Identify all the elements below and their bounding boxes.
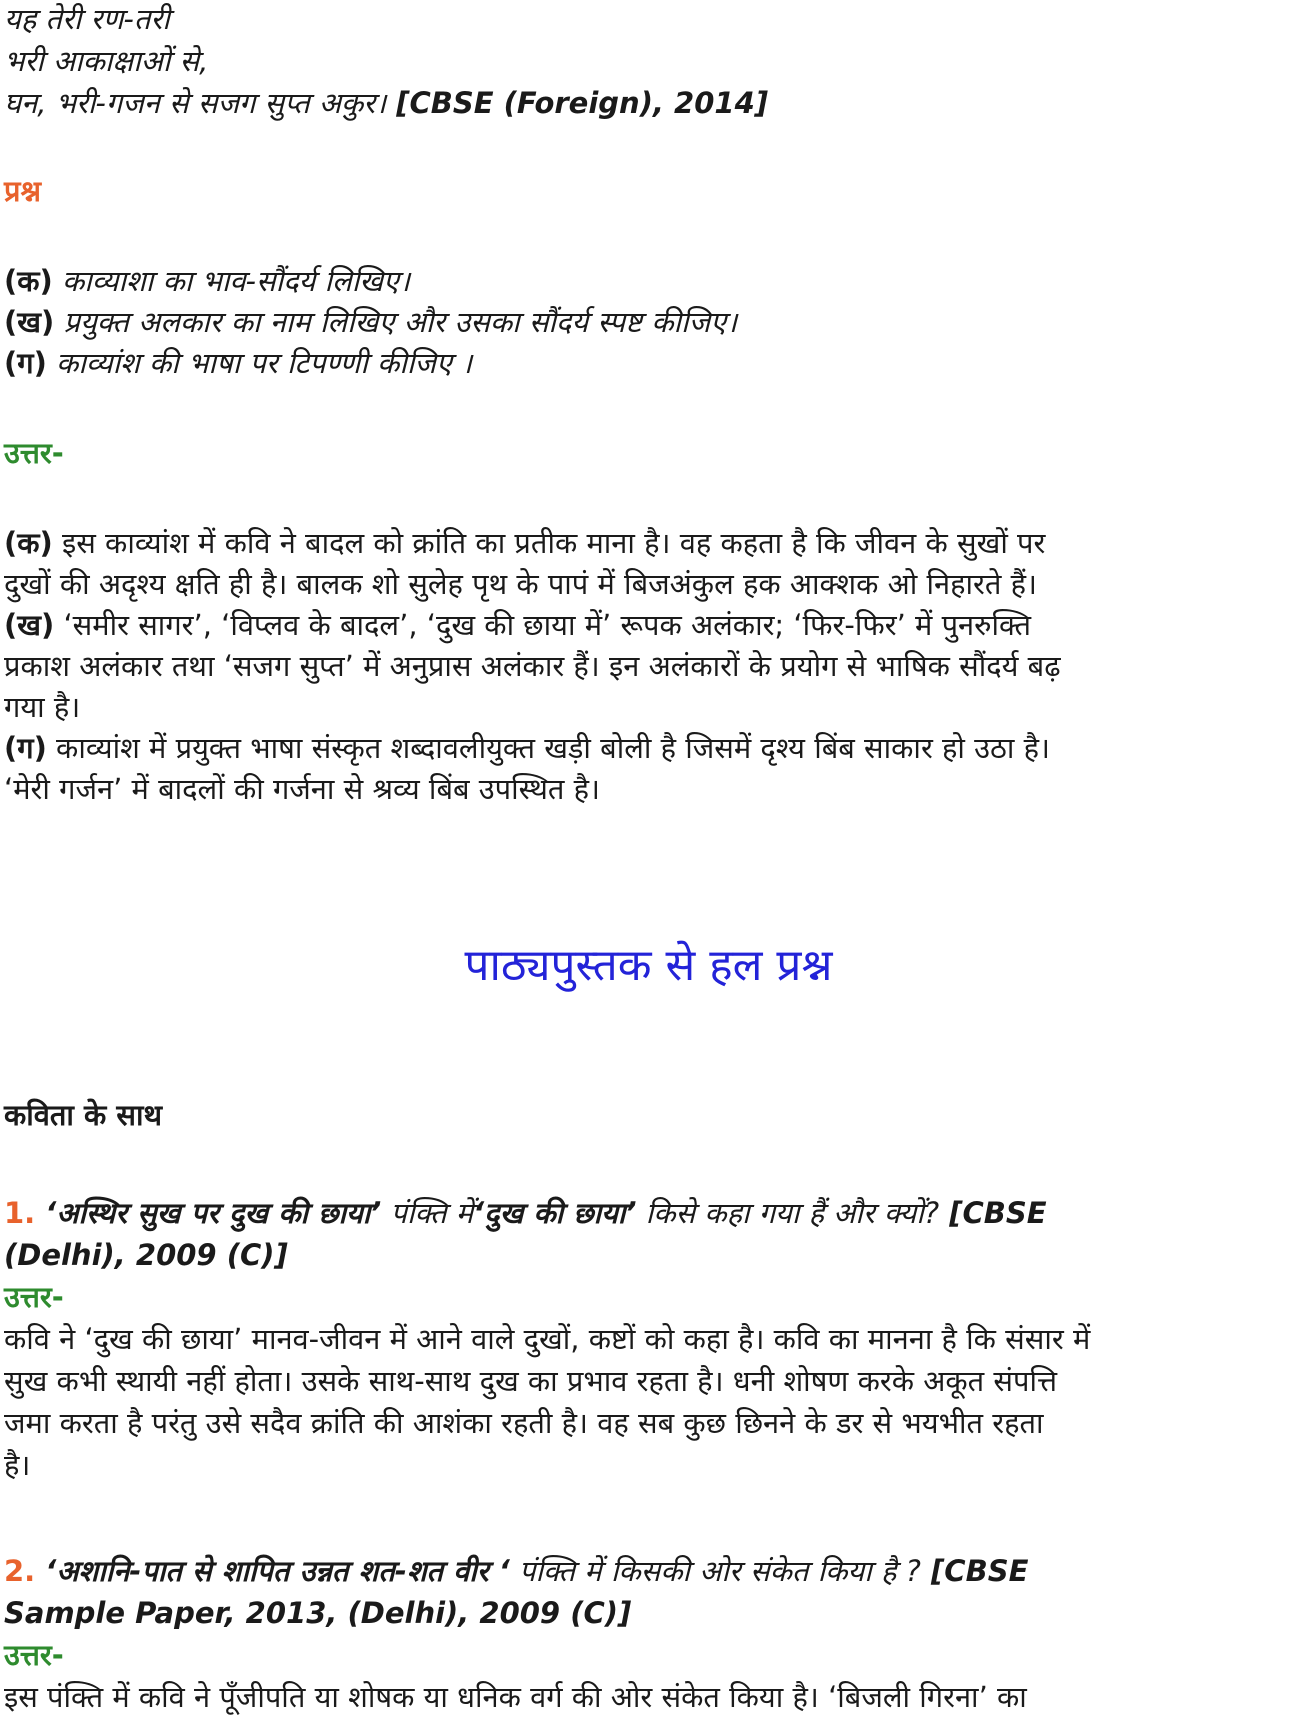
poem-line-1: यह तेरी रण-तरी [4,2,170,36]
question-text: काव्याशा का भाव-सौंदर्य लिखिए। [52,264,410,298]
q2-text: पंक्ति में किसकी ओर संकेत किया है ? [509,1554,921,1588]
subsection-title: कविता के साथ [4,1098,163,1132]
answer-kha-line-1 [4,606,1031,644]
poem-line-3-text: घन, भरी-गजन से सजग सुप्त अकुर। [4,86,387,120]
q1-answer-line: जमा करता है परंतु उसे सदैव क्रांति की आशंका रहती है। वह सब कुछ छिनने के डर से भयभीत रहता [4,1406,1044,1440]
answer-ka-line-1 [4,524,1045,562]
question-text: प्रयुक्त अलकार का नाम लिखिए और उसका सौंदर्य स्पष्ट कीजिए। [54,305,738,339]
q1-text: पंक्ति में [381,1196,474,1230]
question-label: (ख) [4,305,55,339]
poem-line-3 [4,84,768,122]
poem-reference: [CBSE (Foreign), 2014] [386,86,769,120]
answer-ga-line-2: ‘मेरी गर्जन’ में बादलों की गर्जना से श्रव्य बिंब उपस्थित है। [4,772,601,806]
answer-text: इस काव्यांश में कवि ने बादल को क्रांति का प्रतीक माना है। वह कहता है कि जीवन के सुखों पर [52,526,1046,560]
q1-answer-line: सुख कभी स्थायी नहीं होता। उसके साथ-साथ दुख का प्रभाव रहता है। धनी शोषण करके अकूत संपत्ति [4,1364,1058,1398]
q1-answer-line: है। [4,1448,31,1482]
question-ga [4,344,472,382]
answer-ka-line-2: दुखों की अदृश्य क्षति ही है। बालक शो सुलेह पृथ के पापं में बिजअंकुल हक आक्शक ओ निहारते हैं। [4,567,1038,601]
answer-label: (ख) [4,608,55,642]
question-label: (ग) [4,346,47,380]
q1-line-1 [4,1194,1047,1232]
q1-reference-cont: (Delhi), 2009 (C)] [4,1238,288,1272]
answer-label: (क) [4,526,53,560]
q1-answer-heading: उत्तर- [4,1280,64,1314]
q1-text-2: किसे कहा गया हैं और क्यों? [636,1196,940,1230]
q2-reference: [CBSE [920,1554,1029,1588]
q2-number: 2. [4,1554,36,1588]
q1-quote-2: ‘दुख की छाया’ [473,1196,637,1230]
questions-heading: प्रश्न [4,174,42,208]
q2-answer-line: इस पंक्ति में कवि ने पूँजीपति या शोषक या धनिक वर्ग की ओर संकेत किया है। ‘बिजली गिरना’ का [4,1680,1027,1714]
q1-answer-line: कवि ने ‘दुख की छाया’ मानव-जीवन में आने वाले दुखों, कष्टों को कहा है। कवि का मानना है कि संसार में [4,1322,1091,1356]
answer-heading: उत्तर- [4,436,64,470]
q1-quote: ‘अस्थिर सुख पर दुख की छाया’ [35,1196,382,1230]
q2-quote: ‘अशानि-पात से शापित उन्नत शत-शत वीर ‘ [35,1554,510,1588]
q1-reference: [CBSE [939,1196,1047,1230]
answer-kha-line-2: प्रकाश अलंकार तथा ‘सजग सुप्त’ में अनुप्रास अलंकार हैं। इन अलंकारों के प्रयोग से भाषिक सौंदर्य बढ़ [4,649,1061,683]
answer-ga-line-1 [4,729,1050,767]
question-label: (क) [4,264,53,298]
question-kha [4,303,737,341]
section-title: पाठ्यपुस्तक से हल प्रश्न [464,940,833,991]
q2-reference-cont: Sample Paper, 2013, (Delhi), 2009 (C)] [4,1596,632,1630]
question-text: काव्यांश की भाषा पर टिपण्णी कीजिए । [46,346,473,380]
poem-line-2: भरी आकाक्षाओं से, [4,44,209,78]
question-ka [4,262,410,300]
answer-kha-line-3: गया है। [4,690,81,724]
q2-answer-heading: उत्तर- [4,1638,64,1672]
answer-label: (ग) [4,731,47,765]
q1-number: 1. [4,1196,36,1230]
answer-text: ‘समीर सागर’, ‘विप्लव के बादल’, ‘दुख की छाया में’ रूपक अलंकार; ‘फिर-फिर’ में पुनरुक्ति [54,608,1032,642]
answer-text: काव्यांश में प्रयुक्त भाषा संस्कृत शब्दावलीयुक्त खड़ी बोली है जिसमें दृश्य बिंब साकार हो उठा है। [46,731,1051,765]
q2-line-1 [4,1552,1028,1590]
